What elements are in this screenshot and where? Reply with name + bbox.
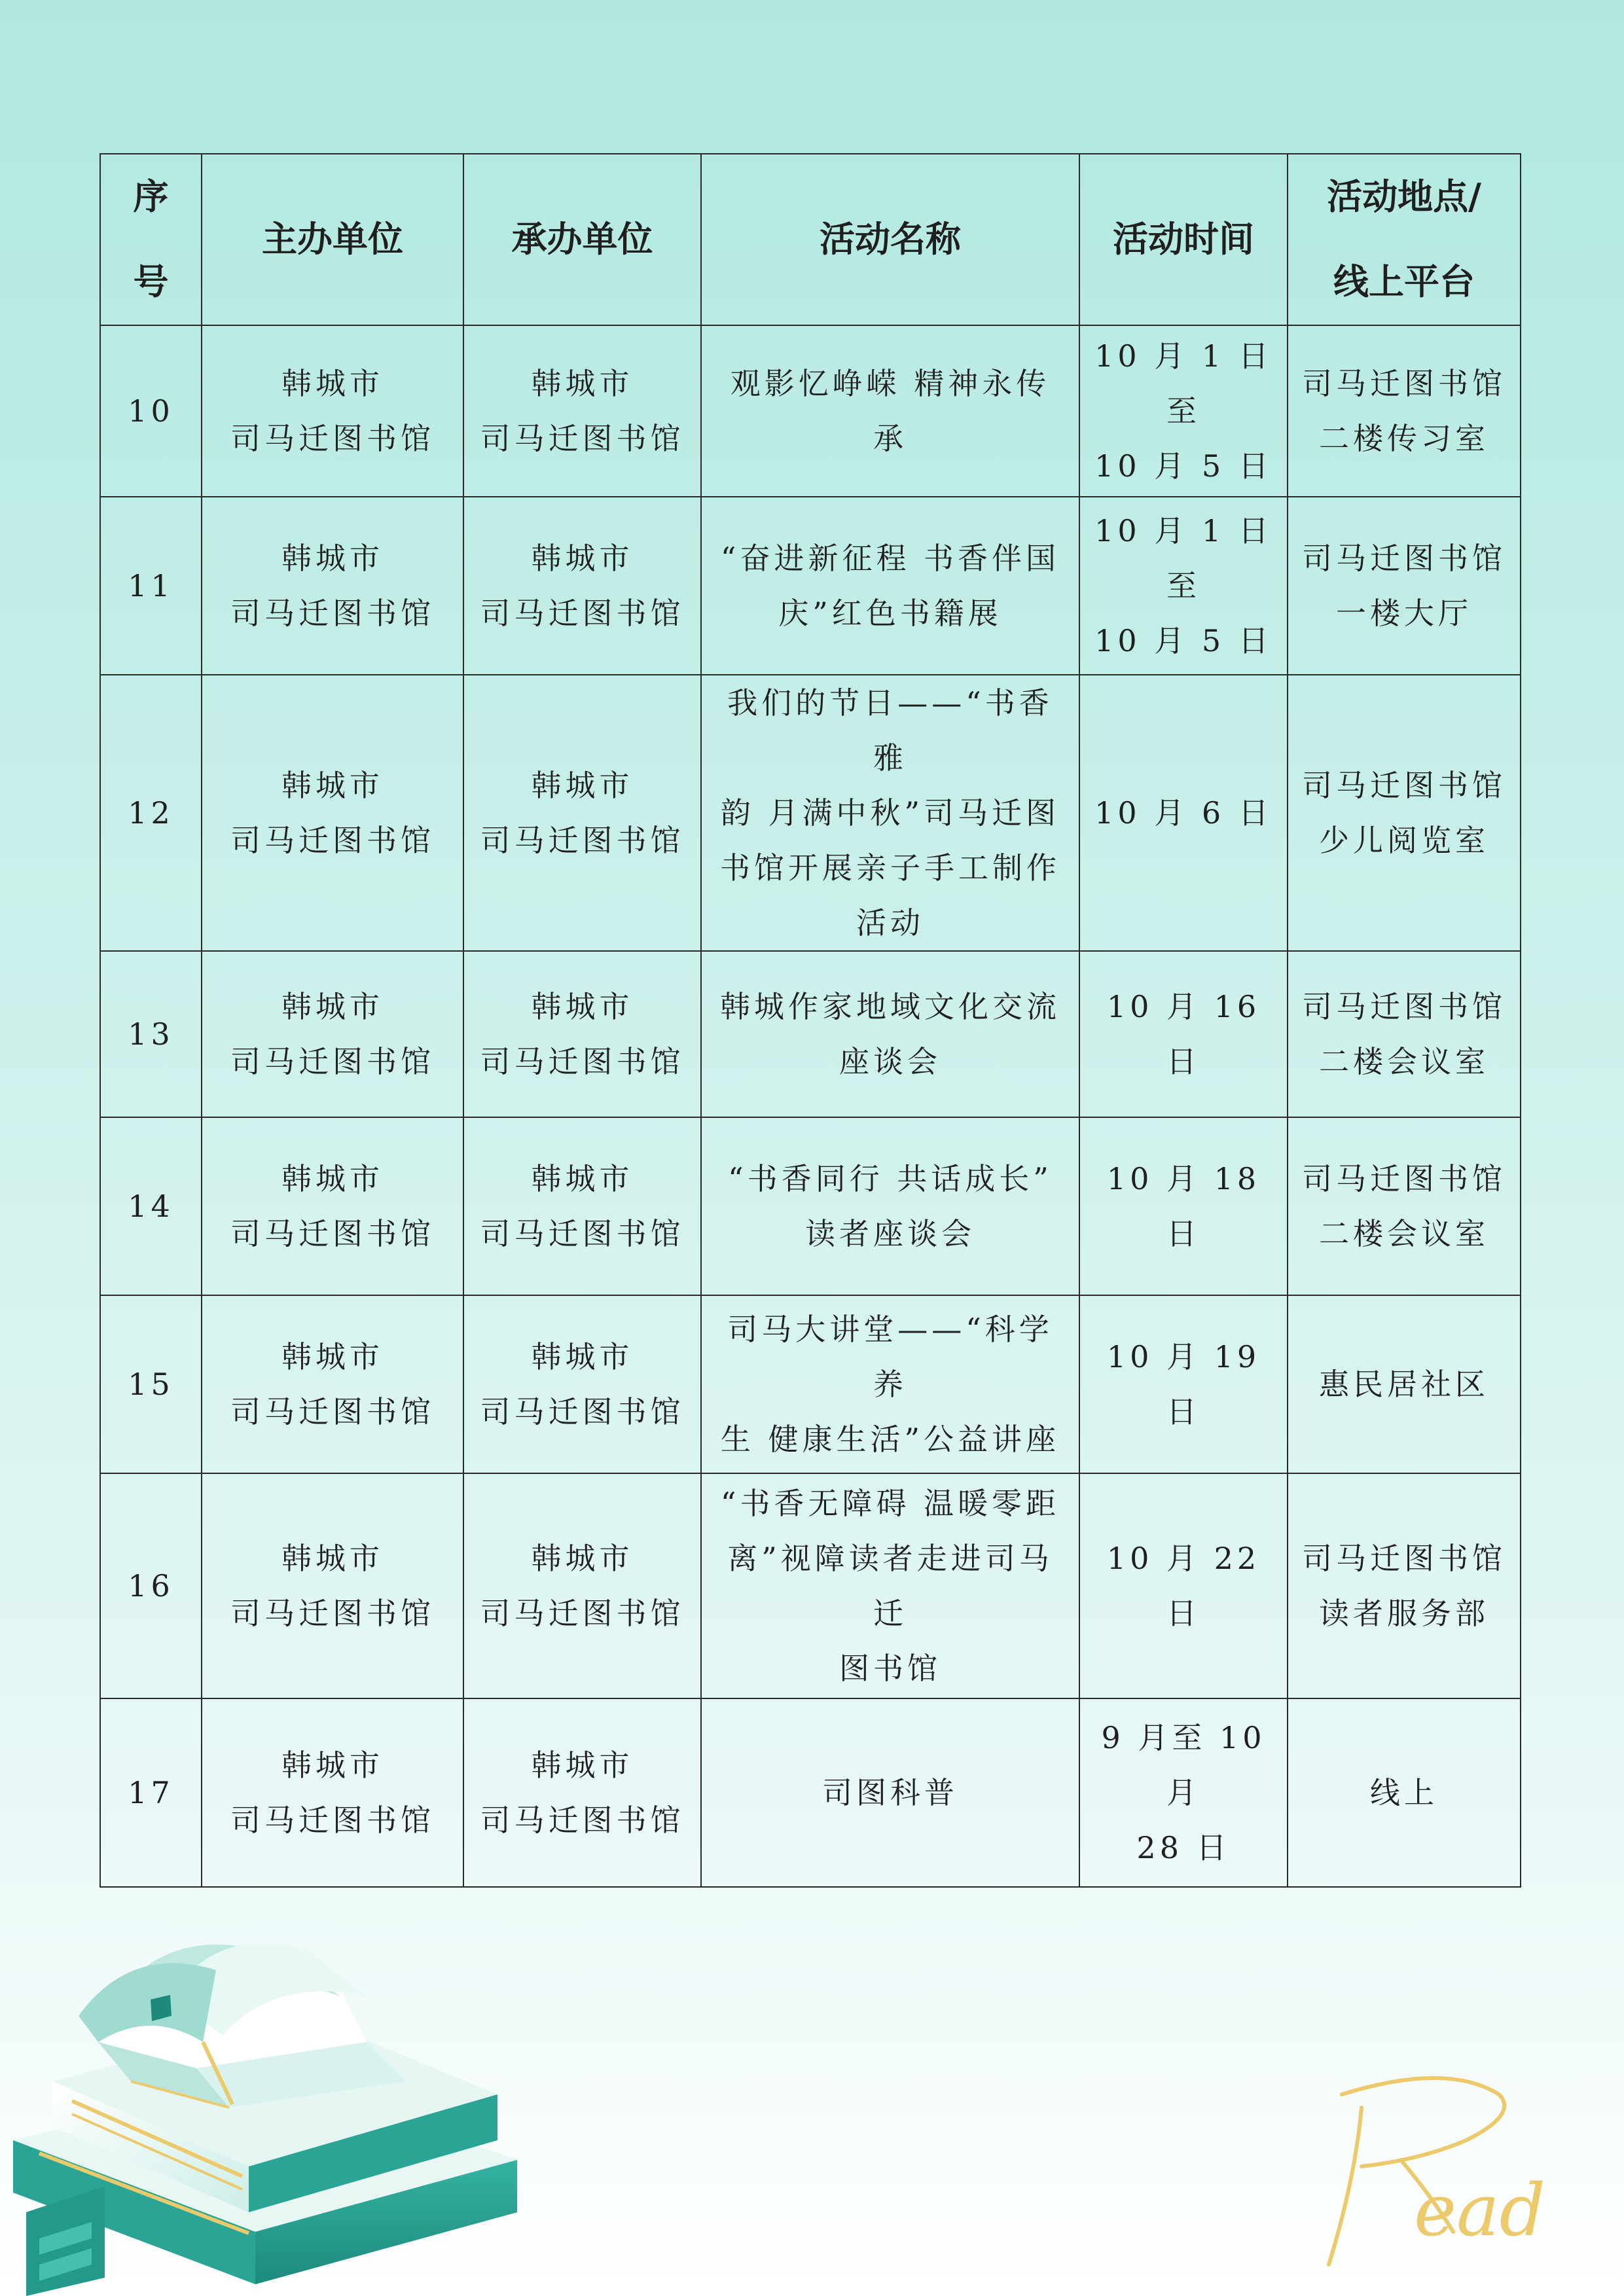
activity-name-cell-line: 庆”红色书籍展 — [778, 596, 1002, 631]
activity-name-cell-line: “书香同行 共话成长” — [728, 1161, 1053, 1196]
activity-name-cell-line: 观影忆峥嵘 精神永传承 — [730, 366, 1051, 456]
header-host: 主办单位 — [202, 154, 463, 325]
location-cell-line: 二楼传习室 — [1319, 421, 1489, 456]
location-cell-line: 二楼会议室 — [1319, 1044, 1489, 1079]
organizer-cell-line: 司马迁图书馆 — [480, 1803, 685, 1838]
header-seq — [100, 154, 202, 325]
location-cell — [1288, 951, 1521, 1117]
seq-cell: 17 — [100, 1698, 202, 1887]
seq-cell: 12 — [100, 675, 202, 951]
table-row — [100, 497, 1521, 675]
host-cell-line: 司马迁图书馆 — [230, 596, 435, 631]
activity-time-cell-line: 10 月 22 日 — [1106, 1541, 1261, 1631]
host-cell-line: 韩城市 — [281, 1541, 384, 1576]
header-seq-line1: 序 — [133, 176, 169, 217]
host-cell — [202, 1117, 463, 1295]
organizer-cell — [463, 675, 701, 951]
location-cell-line: 司马迁图书馆 — [1302, 366, 1506, 401]
location-cell-line: 惠民居社区 — [1319, 1367, 1489, 1402]
seq-cell: 11 — [100, 497, 202, 675]
host-cell-line: 司马迁图书馆 — [230, 823, 435, 858]
host-cell — [202, 1473, 463, 1698]
organizer-cell-line: 司马迁图书馆 — [480, 1216, 685, 1251]
activity-name-cell-line: “书香无障碍 温暖零距 — [720, 1486, 1060, 1521]
activity-time-cell-line: 10 月 1 日至 — [1094, 513, 1272, 603]
header-activity-time: 活动时间 — [1079, 154, 1288, 325]
table-row — [100, 1117, 1521, 1295]
organizer-cell-line: 韩城市 — [531, 1339, 634, 1374]
table-row — [100, 675, 1521, 951]
location-cell-line: 少儿阅览室 — [1319, 823, 1489, 858]
location-cell — [1288, 1295, 1521, 1473]
host-cell — [202, 497, 463, 675]
activity-time-cell — [1079, 1473, 1288, 1698]
location-cell-line: 线上 — [1370, 1775, 1438, 1810]
activity-name-cell — [701, 1473, 1079, 1698]
activity-time-cell-line: 10 月 19 日 — [1106, 1339, 1261, 1429]
activity-table — [99, 153, 1521, 1888]
header-activity-name: 活动名称 — [701, 154, 1079, 325]
activity-time-cell-line: 10 月 1 日至 — [1094, 338, 1272, 429]
activity-name-cell-line: 离”视障读者走进司马迁 — [727, 1541, 1053, 1631]
location-cell — [1288, 675, 1521, 951]
organizer-cell-line: 司马迁图书馆 — [480, 823, 685, 858]
organizer-cell — [463, 1295, 701, 1473]
read-logo — [1303, 2068, 1578, 2284]
location-cell-line: 司马迁图书馆 — [1302, 989, 1506, 1024]
location-cell — [1288, 1473, 1521, 1698]
header-location — [1288, 154, 1521, 325]
activity-name-cell-line: 司图科普 — [822, 1775, 958, 1810]
read-logo-text: ead — [1414, 2168, 1546, 2252]
activity-time-cell-line: 10 月 5 日 — [1094, 448, 1272, 484]
location-cell — [1288, 1698, 1521, 1887]
activity-name-cell-line: “奋进新征程 书香伴国 — [720, 541, 1060, 576]
host-cell-line: 司马迁图书馆 — [230, 1216, 435, 1251]
organizer-cell — [463, 951, 701, 1117]
host-cell — [202, 675, 463, 951]
organizer-cell-line: 司马迁图书馆 — [480, 421, 685, 456]
host-cell-line: 韩城市 — [281, 1339, 384, 1374]
activity-name-cell-line: 活动 — [856, 905, 924, 941]
organizer-cell — [463, 325, 701, 497]
organizer-cell-line: 韩城市 — [531, 541, 634, 576]
table-body — [100, 325, 1521, 1887]
activity-time-cell-line: 9 月至 10 月 — [1101, 1720, 1266, 1810]
location-cell-line: 司马迁图书馆 — [1302, 768, 1506, 803]
activity-name-cell-line: 韩城作家地域文化交流 — [720, 989, 1060, 1024]
activity-time-cell-line: 28 日 — [1136, 1830, 1231, 1865]
host-cell-line: 司马迁图书馆 — [230, 1803, 435, 1838]
location-cell-line: 司马迁图书馆 — [1302, 1161, 1506, 1196]
host-cell-line: 韩城市 — [281, 989, 384, 1024]
organizer-cell-line: 韩城市 — [531, 989, 634, 1024]
activity-time-cell-line: 10 月 16 日 — [1106, 989, 1261, 1079]
seq-cell: 16 — [100, 1473, 202, 1698]
table-row — [100, 1295, 1521, 1473]
organizer-cell — [463, 1473, 701, 1698]
activity-table-container — [99, 153, 1520, 1888]
host-cell-line: 司马迁图书馆 — [230, 1044, 435, 1079]
header-seq-line2: 号 — [133, 261, 169, 302]
host-cell-line: 韩城市 — [281, 768, 384, 803]
activity-time-cell — [1079, 1295, 1288, 1473]
activity-name-cell-line: 韵 月满中秋”司马迁图 — [720, 795, 1060, 831]
host-cell-line: 韩城市 — [281, 1748, 384, 1783]
host-cell-line: 韩城市 — [281, 1161, 384, 1196]
location-cell-line: 司马迁图书馆 — [1302, 1541, 1506, 1576]
host-cell-line: 司马迁图书馆 — [230, 1394, 435, 1429]
activity-name-cell-line: 生 健康生活”公益讲座 — [720, 1422, 1060, 1457]
activity-name-cell — [701, 325, 1079, 497]
organizer-cell-line: 司马迁图书馆 — [480, 596, 685, 631]
table-row — [100, 1473, 1521, 1698]
activity-name-cell-line: 读者座谈会 — [805, 1216, 975, 1251]
activity-time-cell — [1079, 1117, 1288, 1295]
host-cell — [202, 325, 463, 497]
organizer-cell-line: 韩城市 — [531, 366, 634, 401]
location-cell-line: 司马迁图书馆 — [1302, 541, 1506, 576]
stacked-books-icon — [0, 1846, 589, 2296]
activity-name-cell — [701, 675, 1079, 951]
organizer-cell-line: 司马迁图书馆 — [480, 1044, 685, 1079]
activity-name-cell — [701, 1295, 1079, 1473]
organizer-cell — [463, 497, 701, 675]
host-cell-line: 司马迁图书馆 — [230, 421, 435, 456]
table-row — [100, 325, 1521, 497]
activity-name-cell-line: 司马大讲堂——“科学养 — [727, 1312, 1053, 1402]
activity-time-cell — [1079, 675, 1288, 951]
activity-name-cell — [701, 951, 1079, 1117]
organizer-cell-line: 韩城市 — [531, 1748, 634, 1783]
host-cell — [202, 1295, 463, 1473]
header-organizer: 承办单位 — [463, 154, 701, 325]
host-cell-line: 韩城市 — [281, 541, 384, 576]
seq-cell: 10 — [100, 325, 202, 497]
activity-time-cell-line: 10 月 5 日 — [1094, 623, 1272, 658]
activity-name-cell-line: 图书馆 — [839, 1651, 941, 1686]
activity-name-cell — [701, 497, 1079, 675]
location-cell — [1288, 497, 1521, 675]
organizer-cell-line: 司马迁图书馆 — [480, 1596, 685, 1631]
activity-time-cell-line: 10 月 18 日 — [1106, 1161, 1261, 1251]
organizer-cell-line: 司马迁图书馆 — [480, 1394, 685, 1429]
location-cell-line: 二楼会议室 — [1319, 1216, 1489, 1251]
seq-cell: 14 — [100, 1117, 202, 1295]
organizer-cell-line: 韩城市 — [531, 1541, 634, 1576]
host-cell-line: 韩城市 — [281, 366, 384, 401]
location-cell-line: 一楼大厅 — [1336, 596, 1472, 631]
location-cell-line: 读者服务部 — [1319, 1596, 1489, 1631]
activity-name-cell — [701, 1117, 1079, 1295]
activity-name-cell-line: 我们的节日——“书香雅 — [727, 685, 1053, 776]
activity-name-cell — [701, 1698, 1079, 1887]
activity-time-cell — [1079, 951, 1288, 1117]
organizer-cell-line: 韩城市 — [531, 768, 634, 803]
activity-time-cell-line: 10 月 6 日 — [1094, 795, 1272, 831]
host-cell — [202, 951, 463, 1117]
organizer-cell-line: 韩城市 — [531, 1161, 634, 1196]
table-header-row — [100, 154, 1521, 325]
table-row — [100, 951, 1521, 1117]
location-cell — [1288, 325, 1521, 497]
seq-cell: 15 — [100, 1295, 202, 1473]
activity-time-cell — [1079, 497, 1288, 675]
activity-name-cell-line: 书馆开展亲子手工制作 — [720, 850, 1060, 886]
location-cell — [1288, 1117, 1521, 1295]
header-location-line2: 线上平台 — [1333, 261, 1475, 302]
seq-cell: 13 — [100, 951, 202, 1117]
activity-time-cell — [1079, 1698, 1288, 1887]
activity-time-cell — [1079, 325, 1288, 497]
activity-name-cell-line: 座谈会 — [839, 1044, 941, 1079]
organizer-cell — [463, 1117, 701, 1295]
header-location-line1: 活动地点/ — [1327, 176, 1481, 217]
host-cell-line: 司马迁图书馆 — [230, 1596, 435, 1631]
